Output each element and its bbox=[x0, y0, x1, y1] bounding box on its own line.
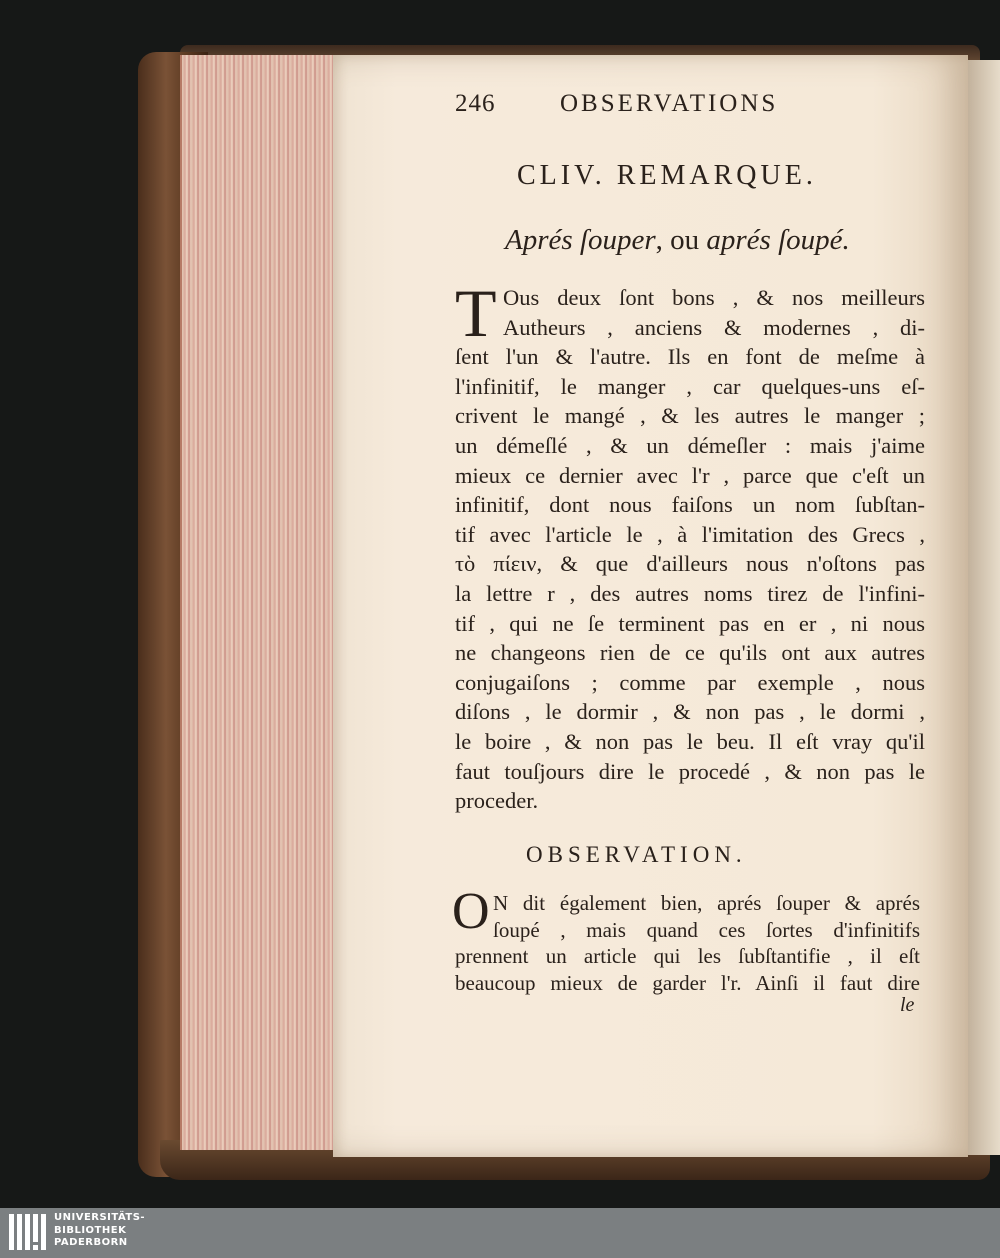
body-line: diſons , le dormir , & non pas , le dormi , bbox=[455, 699, 925, 725]
subtitle-part-a: Aprés ſouper bbox=[505, 224, 656, 256]
running-head: OBSERVATIONS bbox=[560, 90, 779, 117]
observation-drop-cap: O bbox=[452, 883, 490, 940]
drop-cap: T bbox=[455, 275, 497, 351]
body-line: τὸ πίειν, & que d'ailleurs nous n'oſtons pas bbox=[455, 551, 925, 577]
observation-line: beaucoup mieux de garder l'r. Ainſi il faut dire bbox=[455, 970, 920, 995]
page-edges bbox=[180, 55, 342, 1150]
body-line: faut touſjours dire le procedé , & non pas le bbox=[455, 758, 925, 784]
body-line: le boire , & non pas le beu. Il eſt vray qu'il bbox=[455, 728, 925, 754]
subtitle-part-b: aprés ſoupé. bbox=[706, 224, 850, 256]
subtitle-separator: , ou bbox=[655, 224, 707, 256]
body-line: ſent l'un & l'autre. Ils en font de meſme à bbox=[455, 344, 925, 370]
observation-line: N dit également bien, aprés ſouper & aprés bbox=[493, 891, 920, 915]
observation-line: ſoupé , mais quand ces ſortes d'infinitifs bbox=[493, 917, 920, 942]
section-title: CLIV. REMARQUE. bbox=[517, 160, 817, 191]
library-logo-icon bbox=[8, 1212, 48, 1254]
body-line: un démeſlé , & un démeſler : mais j'aime bbox=[455, 432, 925, 458]
library-name-line: BIBLIOTHEK bbox=[54, 1224, 127, 1236]
catchword: le bbox=[900, 994, 915, 1016]
body-line: tif avec l'article le , à l'imitation des Grecs , bbox=[455, 521, 925, 547]
body-line: tif , qui ne ſe terminent pas en er , ni nous bbox=[455, 610, 925, 636]
observation-text bbox=[455, 890, 920, 996]
body-line: proceder. bbox=[455, 788, 539, 814]
body-line: crivent le mangé , & les autres le manger ; bbox=[455, 403, 925, 429]
body-line: ne changeons rien de ce qu'ils ont aux autres bbox=[455, 640, 925, 666]
body-text bbox=[455, 275, 925, 816]
body-line: Autheurs , anciens & modernes , di- bbox=[503, 314, 925, 340]
observation-line: prennent un article qui les ſubſtantifie , il eſt bbox=[455, 944, 920, 968]
footer-bar bbox=[0, 1208, 1000, 1258]
body-line: Ous deux ſont bons , & nos meilleurs bbox=[503, 285, 925, 310]
library-name bbox=[54, 1212, 145, 1250]
subtitle bbox=[505, 224, 850, 257]
body-line: conjugaiſons ; comme par exemple , nous bbox=[455, 669, 925, 695]
facing-page-edge bbox=[965, 60, 1000, 1155]
body-line: mieux ce dernier avec l'r , parce que c'eſt un bbox=[455, 462, 925, 488]
observation-title: OBSERVATION. bbox=[526, 842, 747, 867]
body-line: la lettre r , des autres noms tirez de l'infini- bbox=[455, 580, 925, 606]
library-name-line: PADERBORN bbox=[54, 1237, 128, 1248]
library-name-line: UNIVERSITÄTS- bbox=[54, 1212, 146, 1223]
page-number: 246 bbox=[455, 90, 496, 117]
body-line: l'infinitif, le manger , car quelques-uns eſ- bbox=[455, 373, 925, 399]
body-line: infinitif, dont nous faiſons un nom ſubſtan- bbox=[455, 492, 925, 518]
